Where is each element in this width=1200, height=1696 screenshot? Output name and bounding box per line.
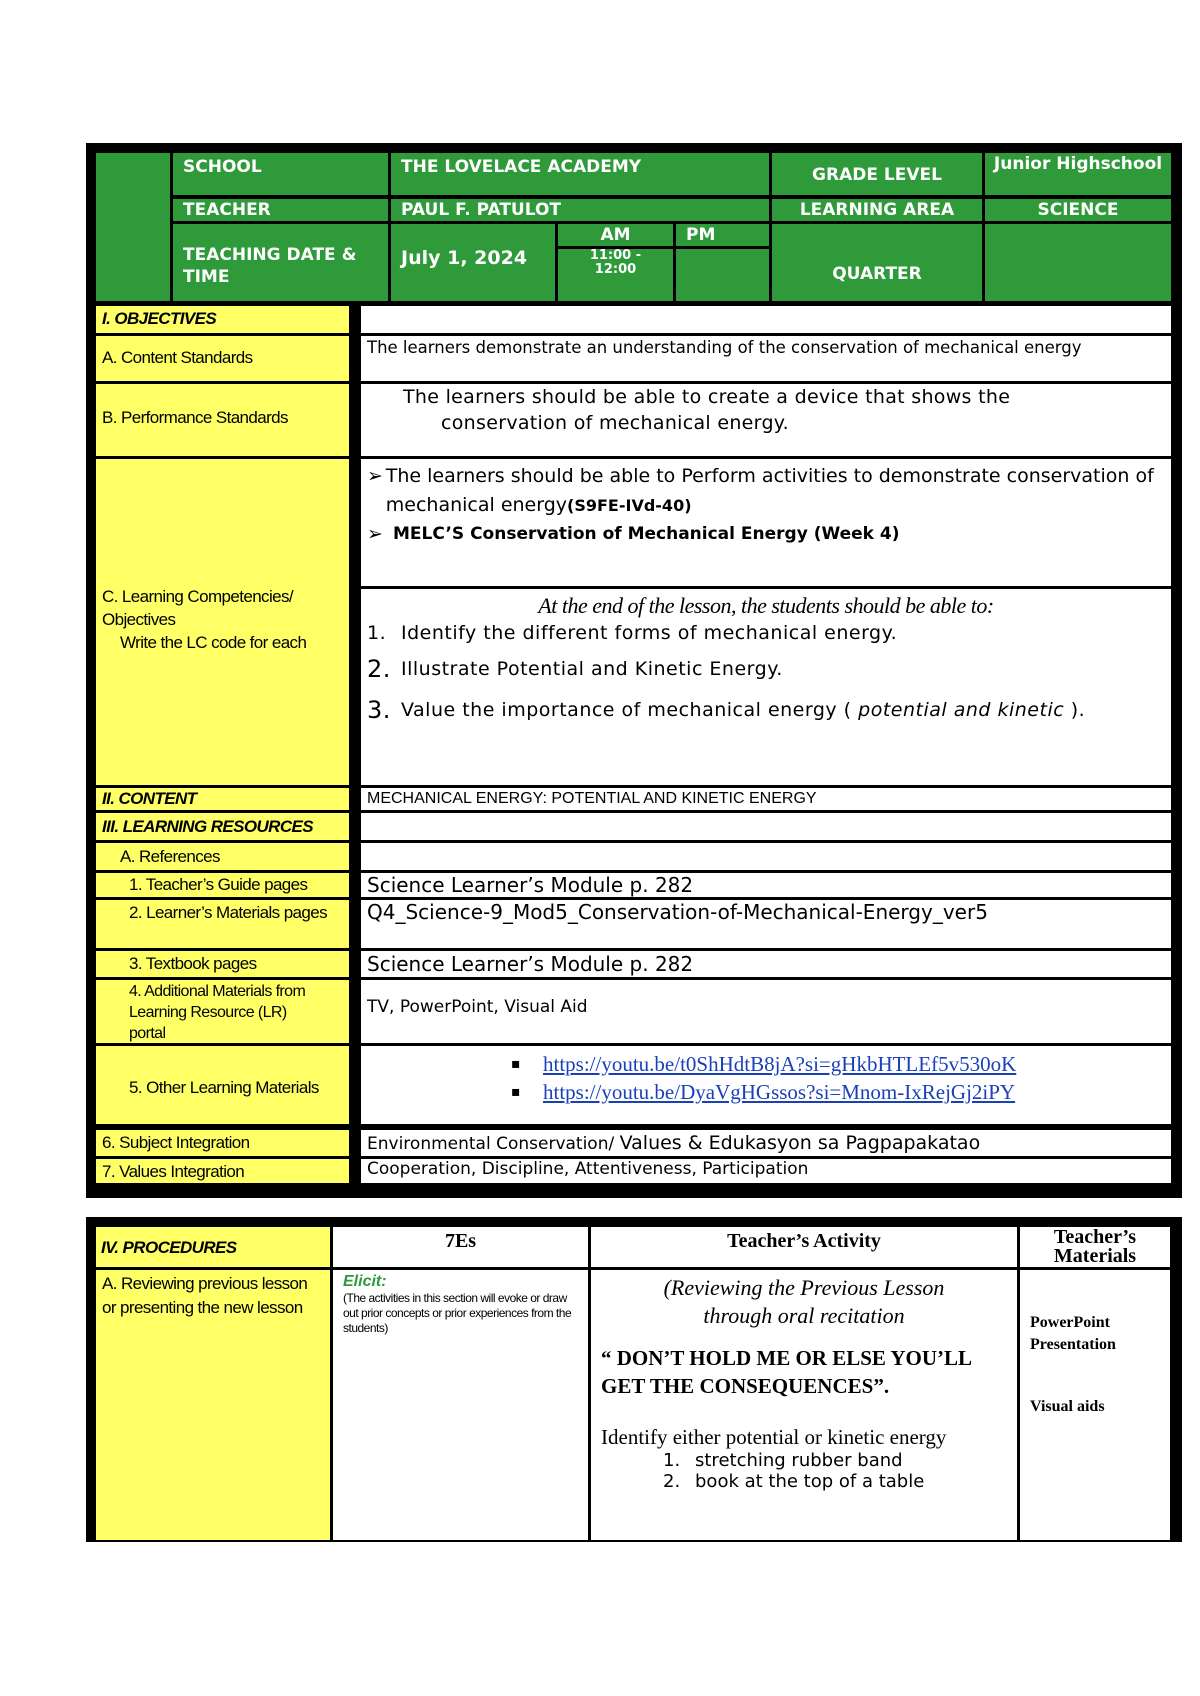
values-integration-label: 7. Values Integration <box>96 1159 349 1183</box>
other-materials-links <box>361 1046 1171 1124</box>
reviewing-lesson-label: A. Reviewing previous lesson or presenting the new lesson <box>96 1270 330 1540</box>
teacher-label: TEACHER <box>173 199 388 221</box>
activity-title: “ DON’T HOLD ME OR ELSE YOU’LL GET THE CONSEQUENCES”. <box>601 1346 971 1398</box>
am-label: AM <box>558 224 673 246</box>
objectives-heading: I. OBJECTIVES <box>96 306 349 333</box>
lesson-item-1-text: Identify the different forms of mechanical energy. <box>401 622 898 644</box>
quarter-value <box>985 224 1171 301</box>
learners-materials-value: Q4_Science-9_Mod5_Conservation-of-Mechanical-Energy_ver5 <box>361 900 1171 948</box>
other-materials-label: 5. Other Learning Materials <box>96 1046 349 1124</box>
teachers-guide-value: Science Learner’s Module p. 282 <box>361 873 1171 897</box>
subject-integration-a: Environmental Conservation/ <box>367 1134 620 1154</box>
elicit-description: (The activities in this section will evoke or draw out prior concepts or prior experiences from the students) <box>343 1291 572 1335</box>
activity-prompt: Identify either potential or kinetic energy <box>601 1425 947 1449</box>
material-powerpoint: PowerPoint Presentation <box>1030 1314 1116 1353</box>
activity-item-1-text: stretching rubber band <box>695 1450 903 1471</box>
subject-integration-value <box>361 1130 1171 1156</box>
square-bullet-icon: ▪ <box>511 1056 521 1072</box>
school-value: THE LOVELACE ACADEMY <box>391 153 769 195</box>
lesson-item-2: 2. Illustrate Potential and Kinetic Energy. <box>367 655 783 683</box>
activity-item-2: 2. book at the top of a table <box>663 1471 925 1492</box>
video-link-1[interactable]: https://youtu.be/t0ShHdtB8jA?si=gHkbHTLEf5v530oK <box>543 1052 1017 1076</box>
subject-integration-label: 6. Subject Integration <box>96 1130 349 1156</box>
school-label: SCHOOL <box>173 153 388 195</box>
additional-materials-value: TV, PowerPoint, Visual Aid <box>361 980 1171 1043</box>
competencies-label <box>96 459 349 785</box>
competencies-label-text: C. Learning Competencies/ Objectives <box>102 587 294 629</box>
arrow-bullet-icon: ➢ <box>367 523 383 545</box>
performance-standards-value <box>361 384 1171 456</box>
performance-standards-text: The learners should be able to create a device that shows the conservation of mechanical energy. <box>403 386 1011 434</box>
col-activity-header: Teacher’s Activity <box>591 1227 1017 1267</box>
competency-bullet-1 <box>367 462 1165 520</box>
area-label: LEARNING AREA <box>772 199 982 221</box>
materials-cell <box>1020 1270 1170 1540</box>
header-logo-cell <box>96 153 170 301</box>
lesson-item-3: 3. Value the importance of mechanical energy ( potential and kinetic ). <box>367 696 1086 724</box>
activity-item-2-text: book at the top of a table <box>695 1471 925 1492</box>
lesson-item-3-text: Value the importance of mechanical energy ( <box>401 699 859 721</box>
lesson-intro: At the end of the lesson, the students should be able to: <box>538 593 994 618</box>
lesson-item-1: 1. Identify the different forms of mechanical energy. <box>367 619 1165 647</box>
material-visual-aids: Visual aids <box>1030 1398 1105 1415</box>
performance-standards-label: B. Performance Standards <box>96 384 349 456</box>
resources-heading-value <box>361 813 1171 840</box>
activity-item-1: 1. stretching rubber band <box>663 1450 903 1471</box>
activity-cell <box>591 1270 1017 1540</box>
date-value: July 1, 2024 <box>391 224 555 301</box>
competency-code: (S9FE-IVd-40) <box>567 496 692 515</box>
col-materials-header: Teacher’s Materials <box>1020 1227 1170 1267</box>
references-value <box>361 843 1171 870</box>
lesson-item-3-tail: ). <box>1064 699 1086 721</box>
elicit-title: Elicit: <box>343 1273 387 1290</box>
quarter-label: QUARTER <box>772 224 982 301</box>
lesson-objectives <box>361 589 1171 785</box>
references-label: A. References <box>96 843 349 870</box>
procedures-heading: IV. PROCEDURES <box>96 1227 330 1267</box>
competencies-bullets <box>361 459 1171 586</box>
values-integration-value: Cooperation, Discipline, Attentiveness, Participation <box>361 1159 1171 1183</box>
activity-intro: (Reviewing the Previous Lesson through oral recitation <box>663 1275 945 1328</box>
teachers-guide-label: 1. Teacher’s Guide pages <box>96 873 349 897</box>
date-label: TEACHING DATE & TIME <box>173 224 388 301</box>
pm-time-value <box>676 249 769 301</box>
elicit-cell <box>333 1270 588 1540</box>
col-7es-header: 7Es <box>333 1227 588 1267</box>
objectives-heading-value <box>361 306 1171 333</box>
time-value: 11:00 - 12:00 <box>558 249 673 301</box>
content-heading: II. CONTENT <box>96 788 349 810</box>
teacher-value: PAUL F. PATULOT <box>391 199 769 221</box>
lesson-item-3-italic: potential and kinetic <box>858 699 1065 721</box>
content-standards-label: A. Content Standards <box>96 336 349 381</box>
content-value: MECHANICAL ENERGY: POTENTIAL AND KINETIC ENERGY <box>361 788 1171 810</box>
competencies-sub-text: Write the LC code for each <box>120 633 307 652</box>
square-bullet-icon: ▪ <box>511 1084 521 1100</box>
content-standards-value: The learners demonstrate an understanding of the conservation of mechanical energy <box>361 336 1171 381</box>
subject-integration-b: Values & Edukasyon sa Pagpapakatao <box>619 1132 981 1154</box>
arrow-bullet-icon: ➢ <box>367 465 383 487</box>
grade-value: Junior Highschool <box>985 153 1171 195</box>
video-link-2[interactable]: https://youtu.be/DyaVgHGssos?si=Mnom-IxRejGj2iPY <box>543 1080 1016 1104</box>
competency-bullet-2-text: MELC’S Conservation of Mechanical Energy (Week 4) <box>393 524 900 544</box>
lesson-item-2-text: Illustrate Potential and Kinetic Energy. <box>401 658 783 680</box>
competency-bullet-1-text: The learners should be able to Perform activities to demonstrate conservation of mechanical energy <box>385 465 1154 516</box>
video-link-2-row <box>511 1078 1171 1106</box>
grade-label: GRADE LEVEL <box>772 153 982 195</box>
pm-label: PM <box>676 224 769 246</box>
video-link-1-row <box>511 1050 1171 1078</box>
learners-materials-label: 2. Learner’s Materials pages <box>96 900 349 948</box>
area-value: SCIENCE <box>985 199 1171 221</box>
textbook-value: Science Learner’s Module p. 282 <box>361 951 1171 977</box>
resources-heading: III. LEARNING RESOURCES <box>96 813 349 840</box>
competency-bullet-2 <box>367 520 1165 548</box>
additional-materials-label: 4. Additional Materials from Learning Resource (LR) portal <box>96 980 349 1043</box>
textbook-label: 3. Textbook pages <box>96 951 349 977</box>
